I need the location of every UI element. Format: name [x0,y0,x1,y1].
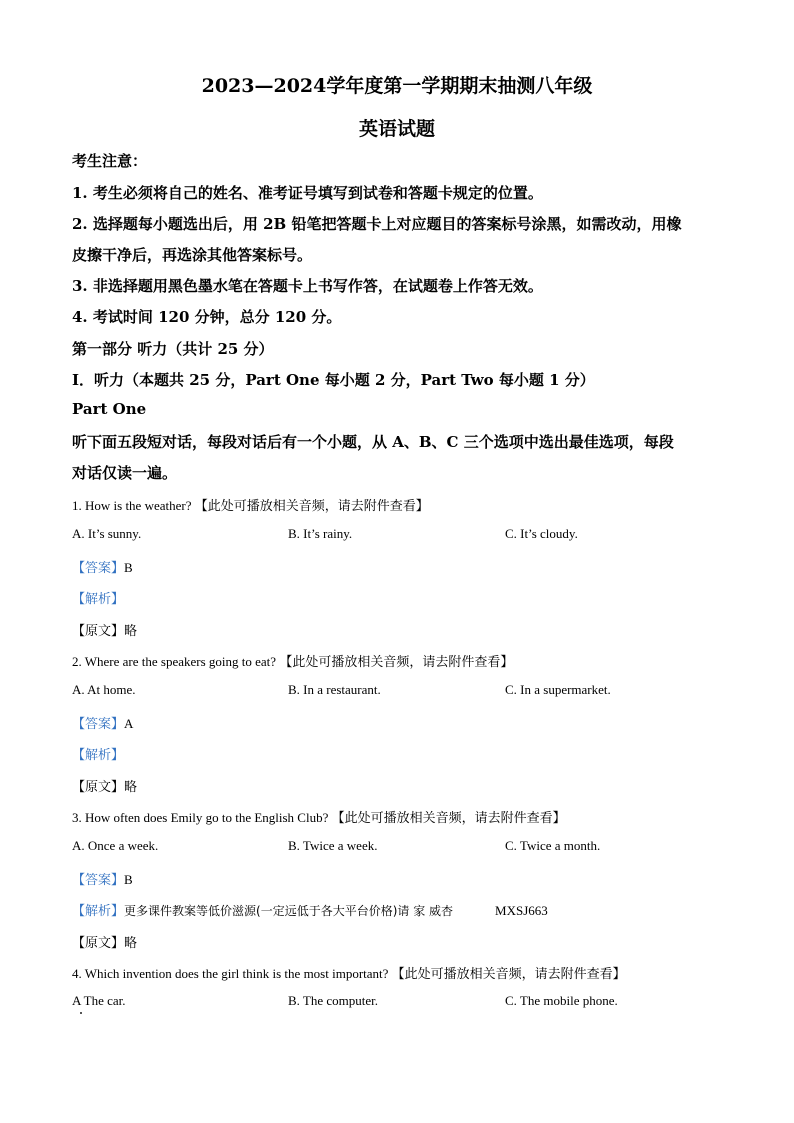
notice-item-2-cont: 皮擦干净后，再选涂其他答案标号。 [72,246,313,264]
notice-item-1: 1. 考生必须将自己的姓名、准考证号填写到试卷和答题卡规定的位置。 [72,184,543,202]
notice-item-4: 4. 考试时间 120 分钟，总分 120 分。 [72,308,342,326]
notice-heading: 考生注意： [72,152,148,170]
question-stem-text: 2. Where are the speakers going to eat? [72,654,277,669]
part-heading: 第一部分 听力（共计 25 分） [72,340,274,358]
stray-mark [80,1012,82,1014]
analysis-text: 更多课件教案等低价滋源(一定远低于各大平台价格)请 家 威杏 [124,904,454,918]
question-2-stem [72,651,513,670]
question-4-stem [72,963,626,982]
question-stem-text: 4. Which invention does the girl think is the most important? [72,966,389,981]
analysis-label: 【解析】 [72,748,125,763]
question-2-option-a: A. At home. [72,682,136,697]
question-2-option-b: B. In a restaurant. [288,682,381,697]
question-3-option-a: A. Once a week. [72,838,159,853]
analysis-label: 【解析】 [72,904,125,919]
original-label: 【原文】 [72,624,125,639]
answer-label: 【答案】 [72,561,125,576]
instructions-line-1: 听下面五段短对话，每段对话后有一个小题，从 A、B、C 三个选项中选出最佳选项，每段 [72,433,674,451]
notice-item-3: 3. 非选择题用黑色墨水笔在答题卡上书写作答，在试题卷上作答无效。 [72,277,543,295]
question-4-option-a: A The car. [72,993,126,1008]
question-stem-text: 1. How is the weather? [72,498,192,513]
question-3-answer [72,869,133,888]
original-label: 【原文】 [72,780,125,795]
answer-value: B [124,872,133,887]
question-2-answer [72,713,133,732]
original-value: 略 [124,936,138,951]
instructions-line-2: 对话仅读一遍。 [72,464,178,482]
question-3-stem [72,807,566,826]
question-3-option-c: C. Twice a month. [505,838,601,853]
audio-note[interactable]: 【此处可播放相关音频，请去附件查看】 [331,811,566,826]
question-2-analysis [72,744,124,763]
question-3-analysis [72,900,548,919]
answer-value: A [124,716,134,731]
audio-note[interactable]: 【此处可播放相关音频，请去附件查看】 [194,499,429,514]
question-1-option-c: C. It’s cloudy. [505,526,578,541]
question-stem-text: 3. How often does Emily go to the English Club? [72,810,329,825]
analysis-label: 【解析】 [72,592,125,607]
audio-note[interactable]: 【此处可播放相关音频，请去附件查看】 [391,967,626,982]
question-4-option-b: B. The computer. [288,993,379,1008]
question-3-original [72,932,137,951]
original-value: 略 [124,624,138,639]
part-one-heading: Part One [72,400,147,418]
question-4-option-c: C. The mobile phone. [505,993,618,1008]
original-value: 略 [124,780,138,795]
answer-label: 【答案】 [72,717,125,732]
question-2-original [72,776,137,795]
question-1-option-a: A. It’s sunny. [72,526,142,541]
question-1-analysis [72,588,124,607]
question-1-original [72,620,137,639]
original-label: 【原文】 [72,936,125,951]
question-2-option-c: C. In a supermarket. [505,682,611,697]
exam-subtitle: 英语试题 [358,118,435,140]
analysis-code: MXSJ663 [495,903,548,918]
audio-note[interactable]: 【此处可播放相关音频，请去附件查看】 [279,655,514,670]
question-1-option-b: B. It’s rainy. [288,526,353,541]
listening-heading: Ⅰ．听力（本题共 25 分，Part One 每小题 2 分，Part Two 每小题 1 分） [72,371,595,389]
answer-label: 【答案】 [72,873,125,888]
question-3-option-b: B. Twice a week. [288,838,378,853]
notice-item-2: 2. 选择题每小题选出后，用 2B 铅笔把答题卡上对应题目的答案标号涂黑，如需改动，用橡 [72,215,682,233]
exam-title: 2023—2024学年度第一学期期末抽测八年级 [201,75,593,97]
question-1-stem [72,495,429,514]
question-1-answer [72,557,133,576]
answer-value: B [124,560,133,575]
